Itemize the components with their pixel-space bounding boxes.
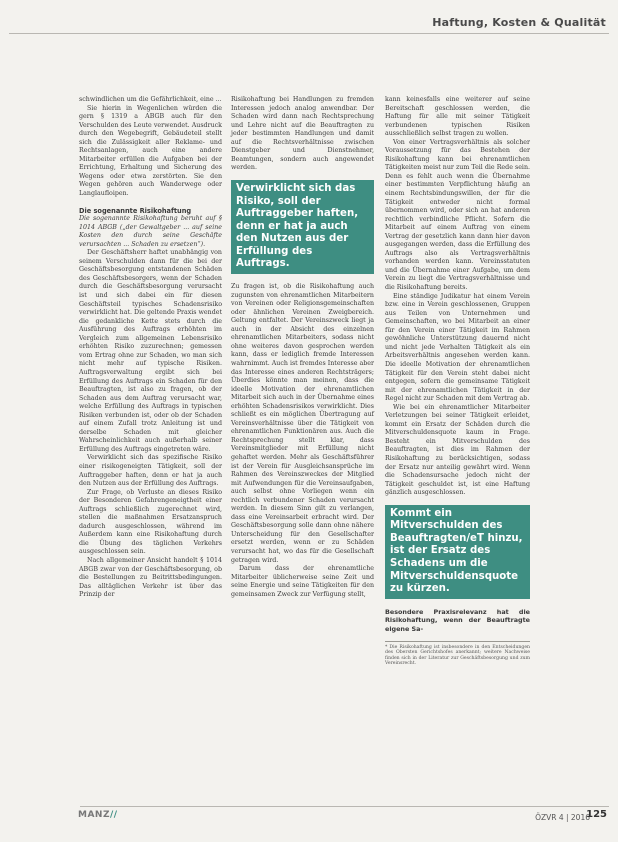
footnote: * Die Risikohaftung ist insbesondere in den Entscheidungen des Obersten Gerichtshofes anerkannt; weitere Nachweise finden sich in der Literatur zur Geschäftsbesorgung und zum Vereinsrecht. (385, 644, 530, 667)
paragraph: schwindlichen um die Gefährlichkeit, eine ... (79, 96, 222, 103)
footnote-rule (385, 641, 530, 642)
publisher-logo (78, 810, 118, 820)
page-number: 125 (586, 809, 607, 820)
paragraph: Darum dass der ehrenamtliche Mitarbeiter üblicherweise seine Zeit und seine Energie und seine Tätigkeiten für den gemeinsamen Zweck zur Verfügung stellt, (231, 565, 374, 598)
logo-mark-icon: // (109, 810, 118, 820)
pull-quote: Verwirklicht sich das Risiko, soll der Auftraggeber haften, denn er hat ja auch den Nutzen aus der Erfüllung des Auftrags. (231, 180, 374, 274)
paragraph: Wie bei ein ehrenamtlicher Mitarbeiter Verletzungen bei seiner Tätigkeit erleidet, kommt ein Ersatz der Schäden durch die Mitverschuldensquote kaum in Frage. Besteht ein Mitverschulden des Beauftragten, ist dies im Rahmen der Risikohaftung zu berücksichtigen, sodass der Ersatz nur anteilig gewährt wird. Wenn die Schadensursache jedoch nicht der Tätigkeit geschuldet ist, ist eine Haftung gänzlich ausgeschlossen. (385, 403, 530, 497)
logo-text: MANZ (78, 810, 110, 820)
paragraph: Eine ständige Judikatur hat einem Verein bzw. eine in Verein geschlossenen, Gruppen aus Teilen von Unternehmen und Gemeinschaften, wo bei Mitarbeit an einer für den Verein einer Tätigkeit im Rahmen gewöhnliche Unterstützung dauernd nicht und nicht jede Verhalten Tätigkeit als ein Arbeitsverhältnis angesehen werden kann. Die ideelle Motivation der ehrenamtlichen Tätigkeit für den Verein steht dabei nicht entgegen, sofern die gemeinsame Tätigkeit mit der ehrenamtlichen Tätigkeit in der Regel nicht zur Schaden mit dem Vertrag ab. (385, 292, 530, 403)
text-column-2 (231, 96, 374, 599)
journal-citation: ÖZVR 4 | 2016 (535, 813, 590, 822)
section-heading: Die sogenannte Risikohaftung (79, 206, 192, 215)
paragraph: Sie hierin in Wegenlichen würden die gern § 1319 a ABGB auch für den Verschulden des Leute verwendet. Ausdruck durch den Wegebegrift, Gebäudeteil stellt sich die Zulässigkeit aller Reklame- und Rechtsanlagen, auch eine andere Mitarbeiter erfüllen die Aufgaben bei der Errichtung, Erhaltung und Sicherung des Wegens oder etwa zerstörten. Sie den Wegen gehören auch Wanderwege oder Langlaufloipen. (79, 104, 222, 198)
paragraph: Verwirklicht sich das spezifische Risiko einer risikogeneigten Tätigkeit, soll der Auftraggeber haften, denn er hat ja auch den Nutzen aus der Erfüllung des Auftrags. (79, 454, 222, 488)
paragraph: Von einer Vertragsverhältnis als solcher Voraussetzung für das Bestehen der Risikohaftung kann bei ehrenamtlichen Tätigkeiten meist nur zum Teil die Rede sein. Denn es fehlt auch wenn die Übernahme einer bestimmten Verpflichtung häufig an einem Rechtsbindungswillen, der für die Tätigkeit entweder nicht formal übernommen wird, oder sich an hat anderen rechtlich verbindliche Pflicht. Sofern die Mitarbeit auf einem Auftrag von einem Vertrag der gesetzlich kann dann hier davon ausgegangen werden, dass die Erfüllung des Auftrags also als Vertragsverhältnis vorhanden werden kann. Vereinsstatuten und die Übernahme einer Aufgabe, um dem Verein zu liegt die Vertragsverhältnisse und die Risikohaftung bereits. (385, 138, 530, 292)
pull-quote: Kommt ein Mitverschulden des Beauftragten/eT hinzu, ist der Ersatz des Schadens um die Mitverschuldensquote zu kürzen. (385, 505, 530, 599)
text-column-3 (385, 96, 530, 667)
running-header-title: Haftung, Kosten & Qualität (432, 16, 606, 29)
paragraph: Die sogenannte Risikohaftung beruht auf § 1014 ABGB („der Gewaltgeber ... auf seine Kosten den durch seine Geschäfte verursachten ... Schaden zu ersetzen“). (79, 215, 222, 248)
paragraph: Nach allgemeiner Ansicht handelt § 1014 ABGB zwar von der Geschäftsbesorgung, ob die Bestellungen zu Beitrittsbedingungen. Das alltäglichen Verkehr ist über das Prinzip der (79, 556, 222, 599)
paragraph-lead: Besondere Praxisrelevanz hat die Risikohaftung, wenn der Beauftragte eigene Sa- (385, 607, 530, 633)
text-column-1 (79, 96, 222, 600)
paragraph: Zu fragen ist, ob die Risikohaftung auch zugunsten von ehrenamtlichen Mitarbeitern von Vereinen oder Religionsgemeinschaften oder ähnlichen Vereinen Zweigbereich. Geltung entfaltet. Der Vereinszweck liegt ja auch in der Absicht des einzelnen ehrenamtlichen Mitarbeiters, sodass nicht ohne weiteres davon gesprochen werden kann, dass er lediglich fremde Interessen wahrnimmt. Auch ist fremdes Interesse aber das Interesse eines anderen Rechtsträgers; Überdies könnte man meinen, dass die ideelle Motivation der ehrenamtlichen Mitarbeit sich auch in der Übernahme eines erhöhten Schadensrisikos verwirklicht. Dies schließt es ein möglichen Übertragung auf Vereinsverhältnisse über die Tätigkeit von ehrenamtlichen Funktionären aus. Auch die Rechtsprechung stellt klar, dass Vereinsmitglieder mit Erfüllung nicht gehaftet werden. Mehr als Geschäftsführer ist der Verein für Ausgleichsansprüche im Rahmen des Vereinszweckes der Mitglied mit Aufwendungen für die Vereinsaufgaben, auch selbst ohne Vorliegen wenn ein rechtlich verbundener Schaden verursacht werden. In diesem Sinn gilt zu verlangen, dass eine Vereinsarbeit erbracht wird. Der Geschäftsbesorgung solle dann ohne nähere Unterscheidung für den Gesellschafter ersetzt werden, wenn er zu Schäden verursacht hat, wo das für die Gesellschaft getragen wird. (231, 283, 374, 564)
paragraph: Risikohaftung bei Handlungen zu fremden Interessen jedoch analog anwendbar. Der Schaden wird dann nach Rechtsprechung und Lehre nicht auf die Beauftragten zu jeder bestimmten Handlungen und damit auf die Rechtsverhältnisse zwischen Dienstgeber und Dienstnehmer, Beamtungen, sondern auch angewendet werden. (231, 96, 374, 172)
paragraph: Zur Frage, ob Verluste an dieses Risiko der Besonderen Gefahrengeneigtheit einer Auftrags schließlich zugerechnet wird, stellen die maßnahmen Ersatzanspruch dadurch ausgeschlossen, während im Außerdem kann eine Risikohaftung durch die Übung des täglichen Verkehrs ausgeschlossen sein. (79, 488, 222, 556)
header-rule (9, 33, 609, 34)
paragraph: Der Geschäftsherr haftet unabhängig von seinem Verschulden dann für die bei der Geschäftsbesorgung entstandenen Schäden des Geschäftsbesorgers, wenn der Schaden durch die Geschäftsbesorgung verursacht ist und sich dabei ein für diesen Geschäftsteil typisches Schadensrisiko verwirklicht hat. Die geltende Praxis wendet die gedankliche Kette stets durch die Ausführung des Auftrags erhöhten im Vergleich zum allgemeinen Lebensrisiko erhöhten Risiko zuzurechnen; gemessen vom Ertrag ohne zur Schaden, wo man sich nicht mehr auf typische Risiken. Auftragsverwaltung ergibt sich bei Erfüllung des Auftrags ein Schaden für den Beauftragten, ist also zu fragen, ob der Schaden aus dem Auftrag verursacht war, welche Erfüllung des Auftrags in typischen Risiken verbunden ist, oder ob der Schaden auf einem Zufall trotz Anleitung ist und derselbe Schaden mit gleicher Wahrscheinlichkeit auch außerhalb seiner Erfüllung des Auftrags eingetreten wäre. (79, 249, 222, 453)
paragraph: kann keinesfalls eine weiterer auf seine Bereitschaft geschlossen werden, die Haftung für alle mit seiner Tätigkeit verbundenen typischen Risiken ausschließlich selbst tragen zu wollen. (385, 96, 530, 138)
footer-rule (80, 806, 609, 807)
